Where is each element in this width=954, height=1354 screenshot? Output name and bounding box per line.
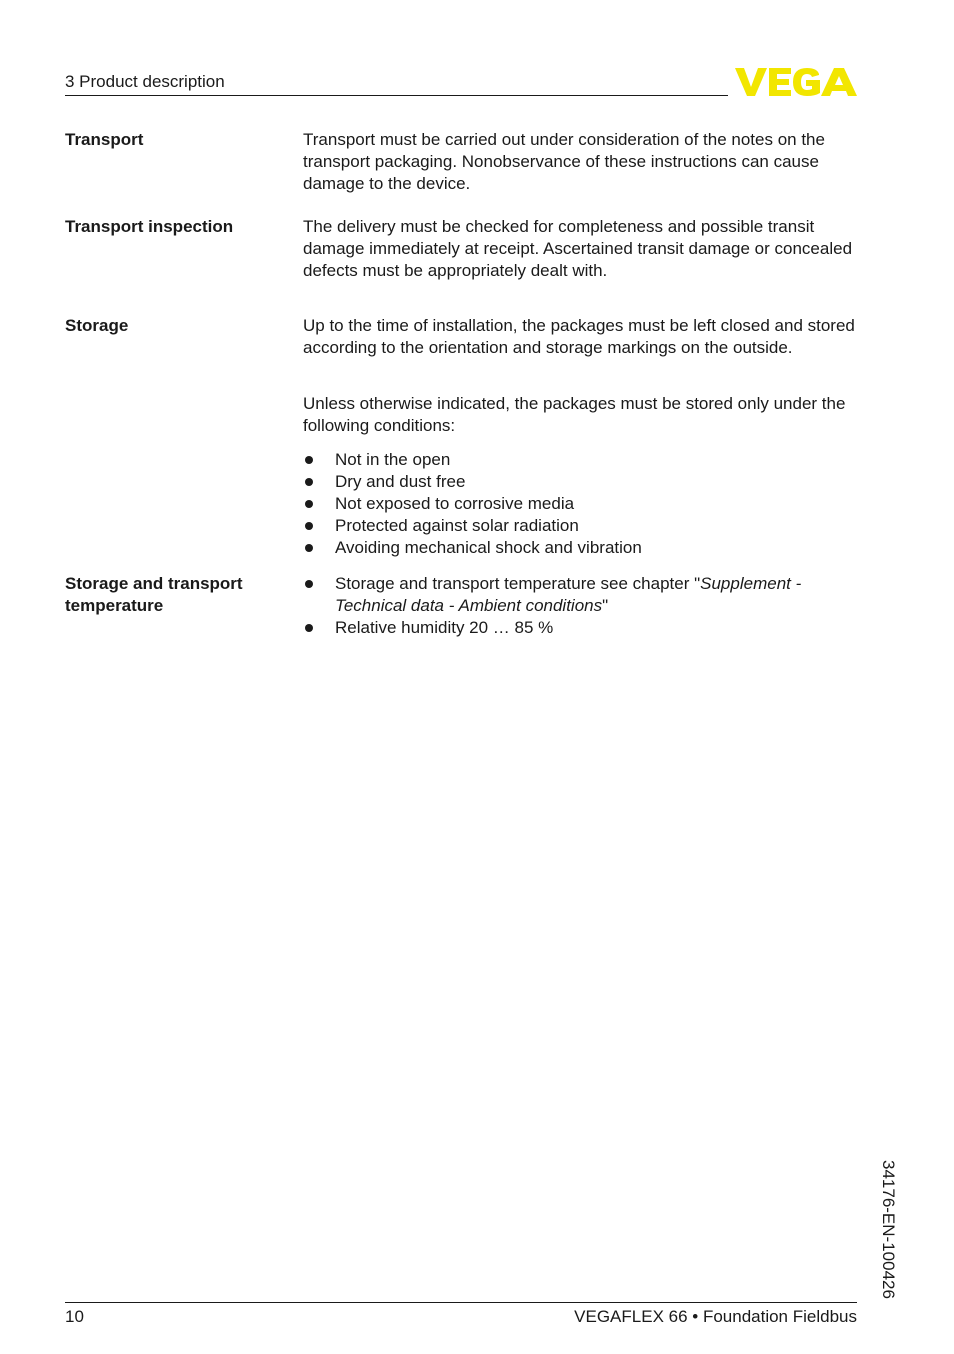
transport-inspection-label: Transport inspection (65, 217, 234, 236)
footer-divider (65, 1302, 857, 1303)
storage-conditions-list (303, 449, 863, 559)
list-item: Storage and transport temperature see chapter "Supplement - Technical data - Ambient conditions" (303, 573, 863, 617)
storage-paragraph-1: Up to the time of installation, the packages must be left closed and stored according to the orientation and storage markings on the outside. (303, 316, 855, 357)
storage-temperature-label-line1: Storage and transport (65, 574, 243, 593)
page-number: 10 (65, 1307, 84, 1326)
transport-text (303, 129, 863, 195)
list-item: Not in the open (303, 449, 863, 471)
document-id: 34176-EN-100426 (879, 1160, 898, 1299)
bullet-icon (305, 522, 313, 530)
footer-product-name: VEGAFLEX 66 • Foundation Fieldbus (574, 1307, 857, 1326)
storage-temperature-list (303, 573, 863, 639)
storage-paragraph-2: Unless otherwise indicated, the packages must be stored only under the following conditions: (303, 394, 846, 435)
header-chapter-title: 3 Product description (65, 72, 225, 91)
storage-text-1 (303, 315, 863, 359)
bullet-icon (305, 624, 313, 632)
transport-label: Transport (65, 130, 144, 149)
list-item: Protected against solar radiation (303, 515, 863, 537)
list-item: Relative humidity 20 … 85 % (303, 617, 863, 639)
header-divider (65, 95, 728, 96)
vega-logo-graphic (735, 65, 858, 98)
bullet-icon (305, 544, 313, 552)
storage-temperature-label (65, 573, 285, 617)
bullet-icon (305, 456, 313, 464)
transport-paragraph: Transport must be carried out under consideration of the notes on the transport packaging. Nonobservance of these instructions can cause damage to the device. (303, 130, 825, 193)
bullet-icon (305, 500, 313, 508)
bullet-icon (305, 580, 313, 588)
transport-inspection-text (303, 216, 863, 282)
chapter-reference: Supplement - Technical data - Ambient conditions (335, 574, 802, 615)
list-item: Not exposed to corrosive media (303, 493, 863, 515)
list-item: Dry and dust free (303, 471, 863, 493)
storage-label: Storage (65, 316, 129, 335)
vega-logo (735, 65, 858, 98)
bullet-icon (305, 478, 313, 486)
storage-text-2 (303, 393, 863, 437)
transport-inspection-paragraph: The delivery must be checked for completeness and possible transit damage immediately at receipt. Ascertained transit damage or concealed defects must be appropriately dealt with. (303, 217, 853, 280)
list-item: Avoiding mechanical shock and vibration (303, 537, 863, 559)
storage-temperature-label-line2: temperature (65, 596, 164, 615)
